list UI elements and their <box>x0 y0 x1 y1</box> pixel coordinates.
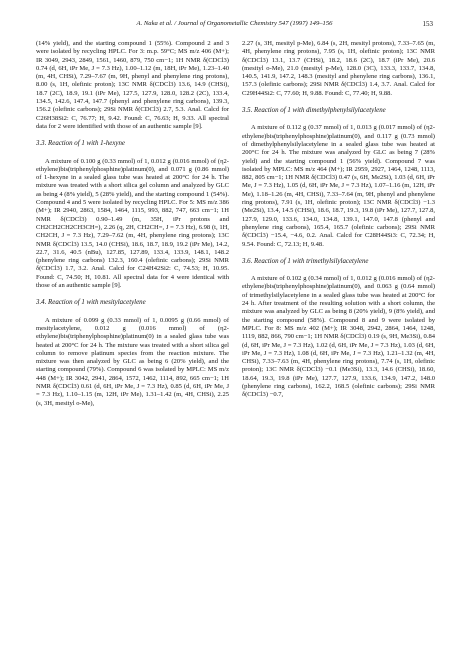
section-heading-3-5: 3.5. Reaction of 1 with dimethylphenylsilylacetylene <box>242 107 386 115</box>
running-head <box>36 20 433 32</box>
section-body-3-3: A mixture of 0.100 g (0.33 mmol) of 1, 0.012 g (0.016 mmol) of (η2-ethylene)bis(triphenylphosphine)platinum(0), and 0.071 g (0.86 mmol) of 1-hexyne in a sealed glass tube was heated at 200°C for 24 h. The mixture was treated with a short silica gel column and analyzed by GLC as being 4 (8% yield), 5 (28% yield), and the starting compound 1 (54%). Compound 4 and 5 were isolated by recycling HPLC. For 5: MS m/z 386 (M+); IR 2940, 2863, 1584, 1464, 1115, 993, 882, 747, 663 cm−1; 1H NMR δ(CDCl3) 0.90–1.49 (m, 35H, iPr protons and CH2CH2CH2CH3CH=), 2.26 (q, 2H, CH2CH=, J = 7.3 Hz), 6.98 (t, 1H, CH2CH, J = 7.3 Hz), 7.29–7.62 (m, 4H, phenylene ring protons); 13C NMR δ(CDCl3) 13.5, 14.0 (CHSi), 18.6, 18.7, 18.9, 19.2 (iPr Me), 14.2, 22.7, 31.6, 40.5 (nBu), 127.85, 127.89, 133.4, 133.9, 148.1, 148.2 (phenylene ring carbons) 132.3, 160.4 (olefinic carbons); 29Si NMR δ(CDCl3) 1.7, 3.2. Anal. Calcd for C24H42Si2: C, 74.53; H, 10.95. Found: C, 74.50; H, 10.81. All spectral data for 4 were identical with those of an authentic sample [9]. <box>36 157 229 290</box>
section-body-3-6: A mixture of 0.102 g (0.34 mmol) of 1, 0.012 g (0.016 mmol) of (η2-ethylene)bis(triphenylphosphine)platinum(0), and 0.063 g (0.64 mmol) of trimethylsilylacetylene in a sealed glass tube was heated at 200°C for 24 h. After treatment of the resulting solution with a short column, the mixture was analyzed by GLC as being 8 (20% yield), 9 (8% yield), and the starting compound (58%). Compound 8 and 9 were isolated by MPLC. For 8: MS m/z 402 (M+); IR 3048, 2942, 2864, 1464, 1248, 1119, 882, 866, 790 cm−1; 1H NMR δ(CDCl3) 0.19 (s, 9H, Me3Si), 0.84 (d, 6H, iPr Me, J = 7.3 Hz), 1.02 (d, 6H, iPr Me, J = 7.3 Hz), 1.03 (d, 6H, iPr Me, J = 7.3 Hz), 1.08 (d, 6H, iPr Me, J = 7.3 Hz), 1.21–1.32 (m, 4H, CHSi), 7.33–7.63 (m, 4H, phenylene ring protons), 7.74 (s, 1H, olefinic proton); 13C NMR δ(CDCl3) −0.1 (Me3Si), 13.3, 14.6 (CHSi), 18.60, 18.64, 19.3, 19.8 (iPr Me), 127.7, 127.9, 133.6, 134.9, 147.2, 148.0 (phenylene ring carbons), 162.2, 168.5 (olefinic carbons); 29Si NMR δ(CDCl3) −0.7, <box>242 275 435 399</box>
continued-paragraph: 2.27 (s, 3H, mesityl p-Me), 6.84 (s, 2H, mesityl protons), 7.33–7.65 (m, 4H, phenylene ring protons), 7.95 (s, 1H, olefinic proton); 13C NMR δ(CDCl3) 13.1, 13.7 (CHSi), 18.2, 18.6 (2C), 18.7 (iPr Me), 20.6 (mesityl o-Me), 21.0 (mesityl p-Me), 128.0 (3C), 133.3, 133.7, 134.8, 140.5, 141.9, 147.2, 148.3 (mesityl and phenylene ring carbons), 136.1, 157.3 (olefinic carbons); 29Si NMR δ(CDCl3) 1.4, 3.7. Anal. Calcd for C29H44Si2: C, 77.60; H, 9.88. Found: C, 77.40; H, 9.88. <box>242 40 435 97</box>
section-body-3-5: A mixture of 0.112 g (0.37 mmol) of 1, 0.013 g (0.017 mmol) of (η2-ethylene)bis(triphenylphosphine)platinum(0), and 0.117 g (0.73 mmol) of dimethylphenylsilylacetylene in a sealed glass tube was heated at 200°C for 24 h. The mixture was analyzed by GLC as being 7 (28% yield) and the starting compound 1 (56% yield). Compound 7 was isolated by MPLC: MS m/z 464 (M+); IR 2959, 2927, 1464, 1248, 1113, 882, 805 cm−1; 1H NMR δ(CDCl3) 0.47 (s, 6H, Me2Si), 1.03 (d, 6H, iPr Me, J = 7.3 Hz), 1.05 (d, 6H, iPr Me, J = 7.3 Hz), 1.07–1.16 (m, 12H, iPr Me), 1.18–1.26 (m, 4H, CHSi), 7.33–7.64 (m, 9H, phenyl and phenylene ring protons), 7.91 (s, 1H, olefinic proton); 13C NMR δ(CDCl3) −1.3 (Me2Si), 13.4, 14.5 (CHSi), 18.6, 18.7, 19.3, 19.8 (iPr Me), 127.7, 127.8, 127.9, 129.0, 133.6, 134.0, 134.8, 139.1, 147.0, 147.8 (phenyl and phenylene ring carbons), 165.4, 165.7 (olefinic carbons); 29Si NMR δ(CDCl3) −15.4, −4.6, 0.2. Anal. Calcd for C28H44Si3: C, 72.34; H, 9.54. Found: C, 72.13; H, 9.48. <box>242 124 435 248</box>
right-column <box>242 40 435 400</box>
running-head-text: A. Naka et al. / Journal of Organometallic Chemistry 547 (1997) 149–156 <box>136 20 333 27</box>
page-number: 153 <box>422 20 433 28</box>
section-heading-3-4: 3.4. Reaction of 1 with mesitylacetylene <box>36 299 146 307</box>
section-heading-3-3: 3.3. Reaction of 1 with 1-hexyne <box>36 140 125 148</box>
section-body-3-4: A mixture of 0.099 g (0.33 mmol) of 1, 0.0095 g (0.66 mmol) of mesitylacetylene, 0.012 g (0.016 mmol) of (η2-ethylene)bis(triphenylphosphine)platinum(0) in a sealed glass tube was heated at 200°C for 24 h. The mixture was treated with a short silica gel column to remove platinum species from the reaction mixture. The mixture was then analyzed by GLC as being 6 (20% yield), and the starting compound (79%). Compound 6 was isolated by MPLC: MS m/z 448 (M+); IR 3042, 2941, 2864, 1572, 1462, 1114, 892, 665 cm−1; 1H NMR δ(CDCl3) 0.61 (d, 6H, iPr Me, J = 7.3 Hz), 0.85 (d, 6H, iPr Me, J = 7.3 Hz), 1.10–1.15 (m, 12H, iPr Me), 1.31–1.42 (m, 4H, CHSi), 2.25 (s, 3H, mesityl o-Me), <box>36 316 229 407</box>
section-heading-3-6: 3.6. Reaction of 1 with trimethylsilylacetylene <box>242 257 369 265</box>
continued-paragraph: (14% yield), and the starting compound 1 (55%). Compound 2 and 3 were isolated by recycling HPLC. For 3: m.p. 59°C; MS m/z 406 (M+); IR 3049, 2943, 2849, 1561, 1460, 879, 750 cm−1; 1H NMR δ(CDCl3) 0.74 (d, 6H, iPr Me, J = 7.3 Hz), 1.00–1.12 (m, 18H, iPr Me), 1.23–1.40 (m, 4H, CHSi), 7.29–7.67 (m, 9H, phenyl and phenylene ring protons), 8.00 (s, 1H, olefinic proton); 13C NMR δ(CDCl3) 13.6, 14.9 (CHSi), 18.7 (2C), 18.9, 19.1 (iPr Me), 127.5, 127.9, 128.0, 128.2 (2C), 133.4, 134.5, 142.6, 147.4, 147.7 (phenyl and phenylene ring carbons), 139.3, 156.2 (olefinic carbons); 29Si NMR δ(CDCl3) 2.7, 5.3. Anal. Calcd for C26H38Si2: C, 76.77; H, 9.42. Found: C, 76.63; H, 9.33. All spectral data for 2 were identified with those of an authentic sample [9]. <box>36 40 229 130</box>
left-column <box>36 40 229 408</box>
